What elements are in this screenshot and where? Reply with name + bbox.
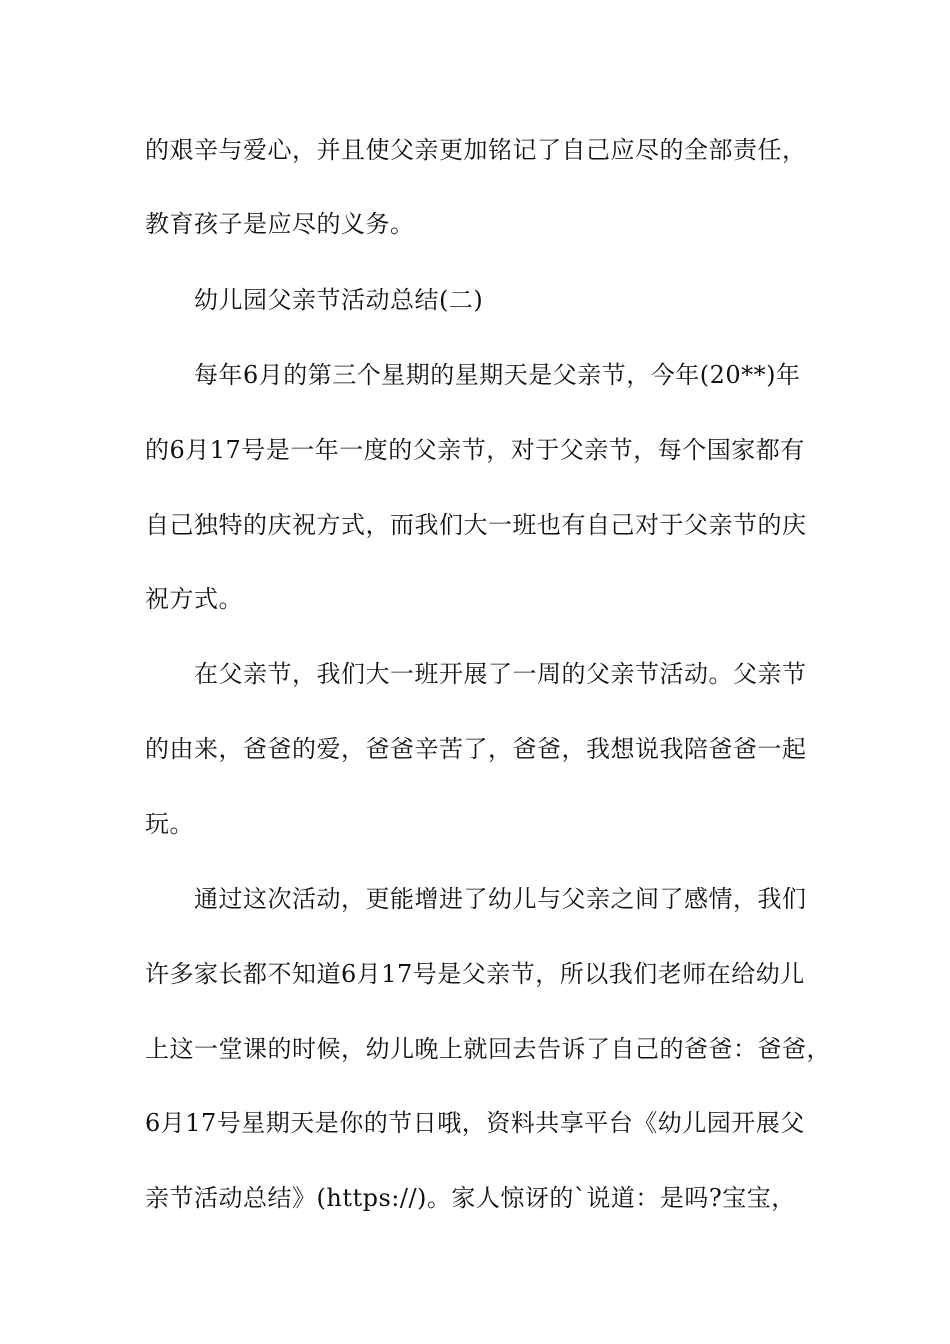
section-heading: 幼儿园父亲节活动总结(二)	[194, 286, 484, 314]
text-line: 6月17号星期天是你的节日哦，资料共享平台《幼儿园开展父	[145, 1109, 805, 1137]
text-line: 玩。	[145, 810, 194, 838]
text-line: 自己独特的庆祝方式，而我们大一班也有自己对于父亲节的庆	[145, 511, 807, 539]
text-line: 的艰辛与爱心，并且使父亲更加铭记了自己应尽的全部责任，	[145, 136, 807, 164]
text-line: 通过这次活动，更能增进了幼儿与父亲之间了感情，我们	[194, 885, 807, 913]
text-line: 在父亲节，我们大一班开展了一周的父亲节活动。父亲节	[194, 660, 807, 688]
text-line: 的由来，爸爸的爱，爸爸辛苦了，爸爸，我想说我陪爸爸一起	[145, 735, 807, 763]
text-line: 亲节活动总结》(https://)。家人惊讶的`说道：是吗?宝宝，	[145, 1184, 796, 1212]
text-line: 每年6月的第三个星期的星期天是父亲节，今年(20**)年	[194, 361, 801, 389]
text-line: 祝方式。	[145, 585, 243, 613]
text-line: 上这一堂课的时候，幼儿晚上就回去告诉了自己的爸爸：爸爸，	[145, 1035, 831, 1063]
text-line: 许多家长都不知道6月17号是父亲节，所以我们老师在给幼儿	[145, 960, 805, 988]
text-line: 教育孩子是应尽的义务。	[145, 210, 415, 238]
text-line: 的6月17号是一年一度的父亲节，对于父亲节，每个国家都有	[145, 436, 805, 464]
